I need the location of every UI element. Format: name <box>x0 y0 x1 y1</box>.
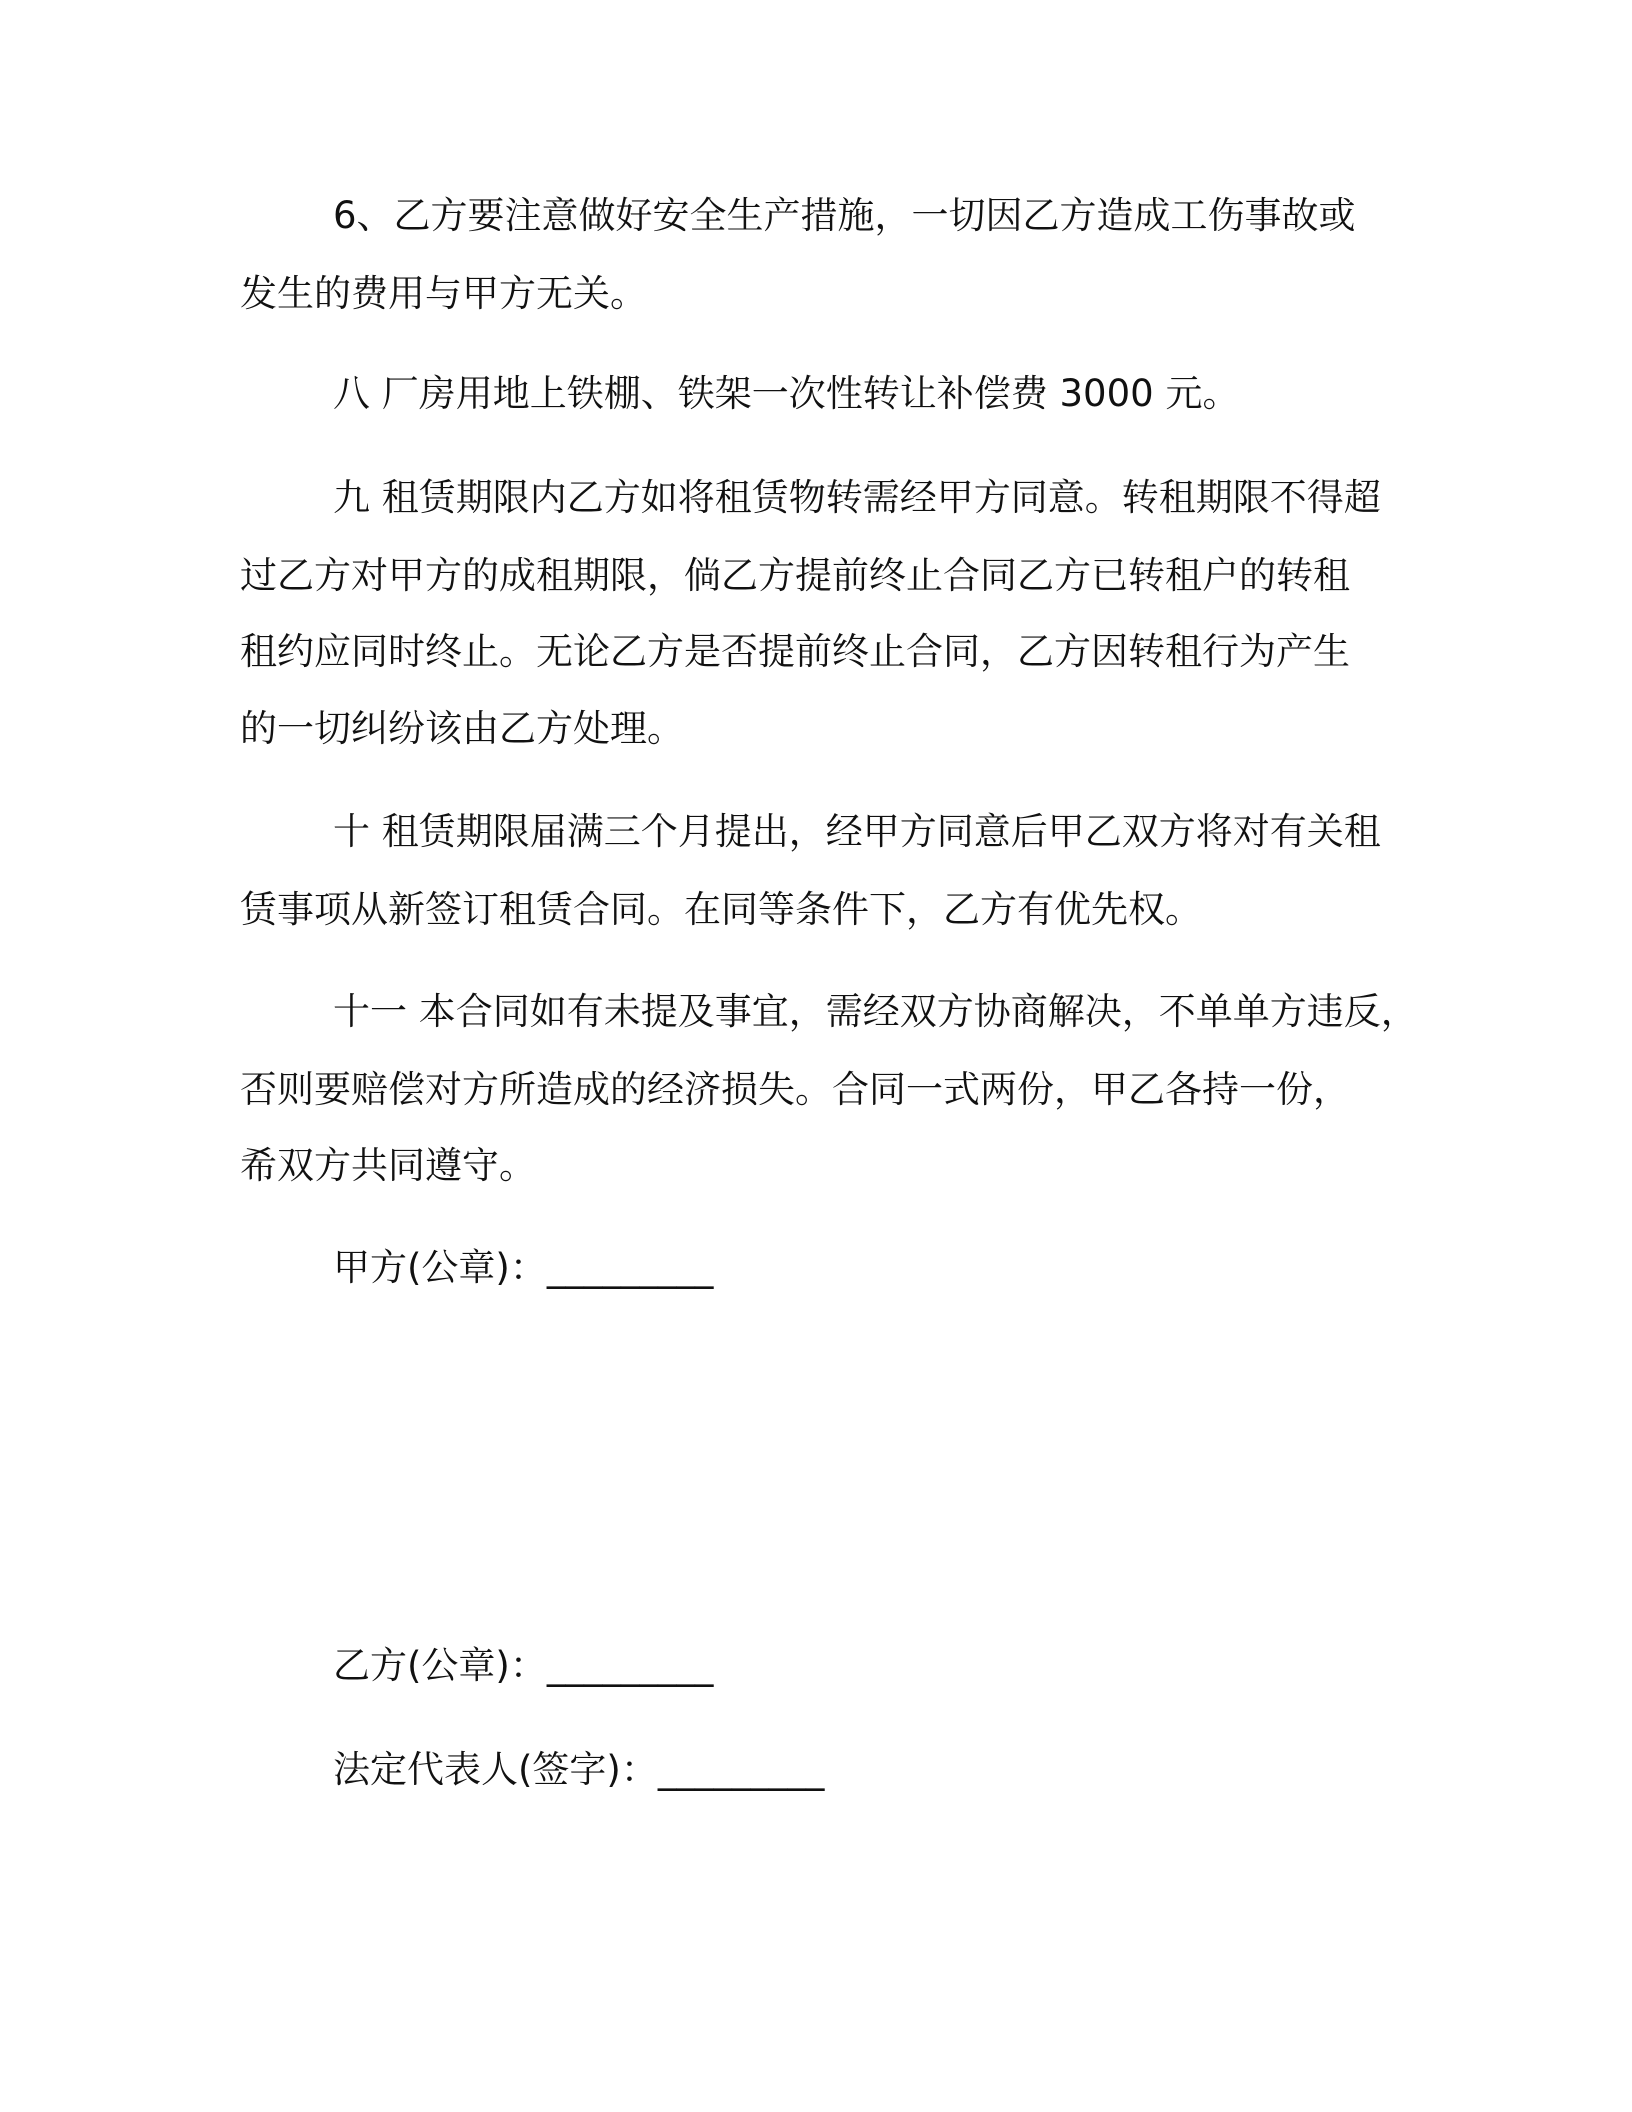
clause-9-line-1: 九 租赁期限内乙方如将租赁物转需经甲方同意。转租期限不得超 <box>333 476 1381 519</box>
party-a-signature: 甲方(公章)：_________ <box>333 1246 714 1289</box>
clause-10-line-2: 赁事项从新签订租赁合同。在同等条件下，乙方有优先权。 <box>240 888 1202 931</box>
clause-11-line-1: 十一 本合同如有未提及事宜，需经双方协商解决，不单单方违反， <box>333 990 1418 1033</box>
clause-6-line-1: 6、乙方要注意做好安全生产措施，一切因乙方造成工伤事故或 <box>333 194 1356 237</box>
legal-rep-signature: 法定代表人(签字)：_________ <box>333 1748 825 1791</box>
clause-11-line-2: 否则要赔偿对方所造成的经济损失。合同一式两份，甲乙各持一份， <box>240 1068 1350 1111</box>
clause-9-line-4: 的一切纠纷该由乙方处理。 <box>240 707 684 750</box>
clause-8-line-1: 八 厂房用地上铁棚、铁架一次性转让补偿费 3000 元。 <box>333 372 1240 415</box>
clause-6-line-2: 发生的费用与甲方无关。 <box>240 272 647 315</box>
clause-9-line-3: 租约应同时终止。无论乙方是否提前终止合同，乙方因转租行为产生 <box>240 630 1350 673</box>
party-b-signature: 乙方(公章)：_________ <box>333 1644 714 1687</box>
clause-11-line-3: 希双方共同遵守。 <box>240 1144 536 1187</box>
clause-9-line-2: 过乙方对甲方的成租期限，倘乙方提前终止合同乙方已转租户的转租 <box>240 554 1350 597</box>
clause-10-line-1: 十 租赁期限届满三个月提出，经甲方同意后甲乙双方将对有关租 <box>333 810 1381 853</box>
